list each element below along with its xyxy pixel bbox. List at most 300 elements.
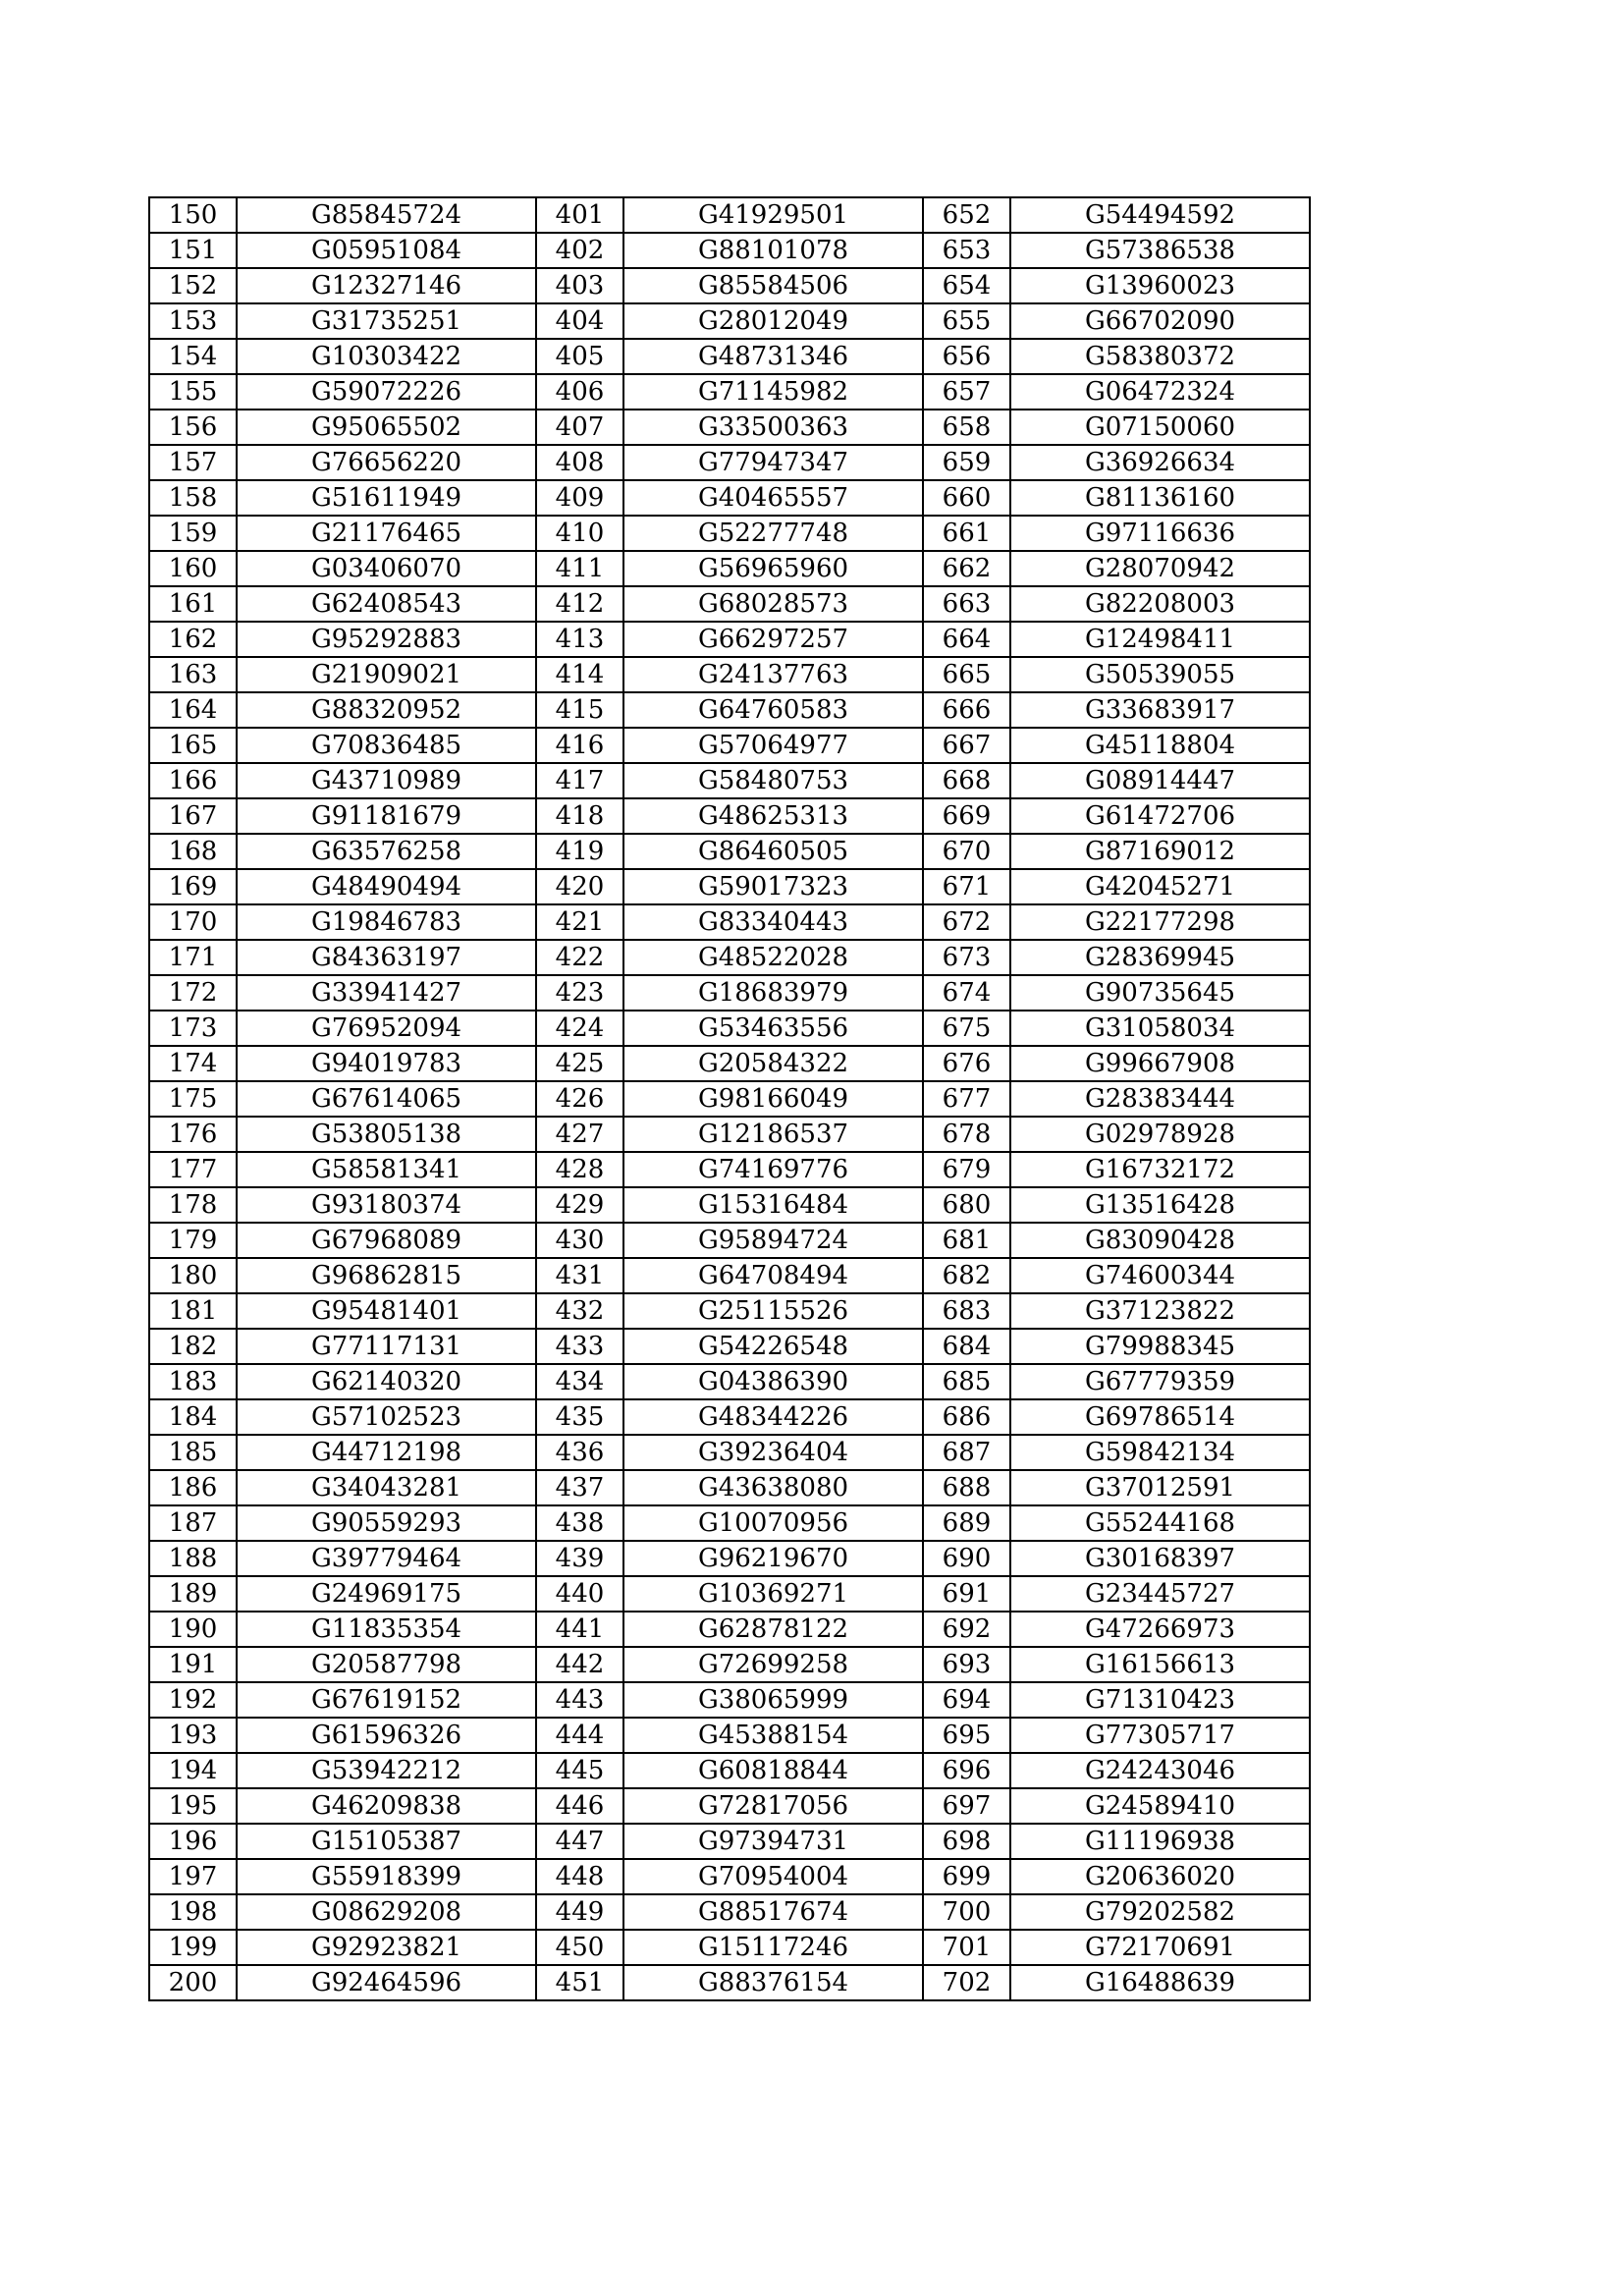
table-row bbox=[149, 657, 1310, 692]
code-cell: G77947347 bbox=[623, 445, 923, 480]
code-cell: G76656220 bbox=[237, 445, 536, 480]
code-cell: G23445727 bbox=[1010, 1576, 1310, 1612]
row-number-cell: 697 bbox=[923, 1788, 1010, 1824]
code-cell: G58581341 bbox=[237, 1152, 536, 1187]
code-cell: G43638080 bbox=[623, 1470, 923, 1505]
row-number-cell: 173 bbox=[149, 1011, 237, 1046]
code-cell: G10070956 bbox=[623, 1505, 923, 1541]
table-row bbox=[149, 1824, 1310, 1859]
code-cell: G37123822 bbox=[1010, 1293, 1310, 1329]
code-cell: G48731346 bbox=[623, 339, 923, 374]
row-number-cell: 423 bbox=[536, 975, 623, 1011]
code-cell: G28070942 bbox=[1010, 551, 1310, 586]
row-number-cell: 150 bbox=[149, 197, 237, 233]
code-cell: G45388154 bbox=[623, 1718, 923, 1753]
code-cell: G68028573 bbox=[623, 586, 923, 622]
row-number-cell: 175 bbox=[149, 1081, 237, 1117]
row-number-cell: 196 bbox=[149, 1824, 237, 1859]
row-number-cell: 694 bbox=[923, 1682, 1010, 1718]
table-row bbox=[149, 1682, 1310, 1718]
row-number-cell: 200 bbox=[149, 1965, 237, 2000]
row-number-cell: 154 bbox=[149, 339, 237, 374]
code-cell: G15117246 bbox=[623, 1930, 923, 1965]
row-number-cell: 169 bbox=[149, 869, 237, 904]
code-cell: G58480753 bbox=[623, 763, 923, 798]
table-row bbox=[149, 1399, 1310, 1435]
code-cell: G61472706 bbox=[1010, 798, 1310, 834]
code-cell: G88101078 bbox=[623, 233, 923, 268]
row-number-cell: 663 bbox=[923, 586, 1010, 622]
code-cell: G10369271 bbox=[623, 1576, 923, 1612]
row-number-cell: 672 bbox=[923, 904, 1010, 940]
code-cell: G20587798 bbox=[237, 1647, 536, 1682]
row-number-cell: 698 bbox=[923, 1824, 1010, 1859]
code-cell: G31058034 bbox=[1010, 1011, 1310, 1046]
row-number-cell: 695 bbox=[923, 1718, 1010, 1753]
table-row bbox=[149, 586, 1310, 622]
code-cell: G24243046 bbox=[1010, 1753, 1310, 1788]
row-number-cell: 421 bbox=[536, 904, 623, 940]
row-number-cell: 677 bbox=[923, 1081, 1010, 1117]
row-number-cell: 684 bbox=[923, 1329, 1010, 1364]
code-cell: G15316484 bbox=[623, 1187, 923, 1223]
code-cell: G33683917 bbox=[1010, 692, 1310, 728]
data-table bbox=[148, 196, 1311, 2001]
row-number-cell: 186 bbox=[149, 1470, 237, 1505]
code-cell: G58380372 bbox=[1010, 339, 1310, 374]
code-cell: G94019783 bbox=[237, 1046, 536, 1081]
row-number-cell: 674 bbox=[923, 975, 1010, 1011]
table-row bbox=[149, 940, 1310, 975]
table-row bbox=[149, 834, 1310, 869]
code-cell: G28369945 bbox=[1010, 940, 1310, 975]
code-cell: G90559293 bbox=[237, 1505, 536, 1541]
row-number-cell: 162 bbox=[149, 622, 237, 657]
code-cell: G59842134 bbox=[1010, 1435, 1310, 1470]
row-number-cell: 152 bbox=[149, 268, 237, 303]
row-number-cell: 442 bbox=[536, 1647, 623, 1682]
row-number-cell: 441 bbox=[536, 1612, 623, 1647]
row-number-cell: 432 bbox=[536, 1293, 623, 1329]
code-cell: G92923821 bbox=[237, 1930, 536, 1965]
row-number-cell: 185 bbox=[149, 1435, 237, 1470]
table-row bbox=[149, 622, 1310, 657]
row-number-cell: 678 bbox=[923, 1117, 1010, 1152]
code-cell: G74169776 bbox=[623, 1152, 923, 1187]
row-number-cell: 426 bbox=[536, 1081, 623, 1117]
table-row bbox=[149, 1505, 1310, 1541]
code-cell: G43710989 bbox=[237, 763, 536, 798]
table-row bbox=[149, 1223, 1310, 1258]
code-cell: G08914447 bbox=[1010, 763, 1310, 798]
row-number-cell: 671 bbox=[923, 869, 1010, 904]
code-cell: G06472324 bbox=[1010, 374, 1310, 410]
row-number-cell: 178 bbox=[149, 1187, 237, 1223]
row-number-cell: 680 bbox=[923, 1187, 1010, 1223]
row-number-cell: 657 bbox=[923, 374, 1010, 410]
row-number-cell: 662 bbox=[923, 551, 1010, 586]
row-number-cell: 161 bbox=[149, 586, 237, 622]
row-number-cell: 437 bbox=[536, 1470, 623, 1505]
row-number-cell: 669 bbox=[923, 798, 1010, 834]
table-row bbox=[149, 339, 1310, 374]
code-cell: G28012049 bbox=[623, 303, 923, 339]
code-cell: G59017323 bbox=[623, 869, 923, 904]
code-cell: G11835354 bbox=[237, 1612, 536, 1647]
row-number-cell: 676 bbox=[923, 1046, 1010, 1081]
code-cell: G24137763 bbox=[623, 657, 923, 692]
row-number-cell: 664 bbox=[923, 622, 1010, 657]
code-cell: G33941427 bbox=[237, 975, 536, 1011]
row-number-cell: 188 bbox=[149, 1541, 237, 1576]
table-row bbox=[149, 869, 1310, 904]
code-cell: G21909021 bbox=[237, 657, 536, 692]
row-number-cell: 195 bbox=[149, 1788, 237, 1824]
row-number-cell: 413 bbox=[536, 622, 623, 657]
row-number-cell: 654 bbox=[923, 268, 1010, 303]
row-number-cell: 430 bbox=[536, 1223, 623, 1258]
code-cell: G57102523 bbox=[237, 1399, 536, 1435]
row-number-cell: 652 bbox=[923, 197, 1010, 233]
code-cell: G77305717 bbox=[1010, 1718, 1310, 1753]
table-row bbox=[149, 1011, 1310, 1046]
table-row bbox=[149, 1647, 1310, 1682]
table-row bbox=[149, 1470, 1310, 1505]
code-cell: G70954004 bbox=[623, 1859, 923, 1894]
row-number-cell: 157 bbox=[149, 445, 237, 480]
code-cell: G57064977 bbox=[623, 728, 923, 763]
row-number-cell: 418 bbox=[536, 798, 623, 834]
row-number-cell: 681 bbox=[923, 1223, 1010, 1258]
row-number-cell: 194 bbox=[149, 1753, 237, 1788]
code-cell: G66702090 bbox=[1010, 303, 1310, 339]
row-number-cell: 412 bbox=[536, 586, 623, 622]
row-number-cell: 700 bbox=[923, 1894, 1010, 1930]
code-cell: G97394731 bbox=[623, 1824, 923, 1859]
row-number-cell: 440 bbox=[536, 1576, 623, 1612]
code-cell: G48344226 bbox=[623, 1399, 923, 1435]
row-number-cell: 689 bbox=[923, 1505, 1010, 1541]
table-body bbox=[149, 197, 1310, 2000]
row-number-cell: 673 bbox=[923, 940, 1010, 975]
row-number-cell: 163 bbox=[149, 657, 237, 692]
row-number-cell: 665 bbox=[923, 657, 1010, 692]
table-row bbox=[149, 1788, 1310, 1824]
row-number-cell: 165 bbox=[149, 728, 237, 763]
code-cell: G16156613 bbox=[1010, 1647, 1310, 1682]
code-cell: G03406070 bbox=[237, 551, 536, 586]
table-row bbox=[149, 798, 1310, 834]
code-cell: G21176465 bbox=[237, 516, 536, 551]
code-cell: G72170691 bbox=[1010, 1930, 1310, 1965]
code-cell: G02978928 bbox=[1010, 1117, 1310, 1152]
row-number-cell: 191 bbox=[149, 1647, 237, 1682]
code-cell: G85845724 bbox=[237, 197, 536, 233]
row-number-cell: 425 bbox=[536, 1046, 623, 1081]
row-number-cell: 449 bbox=[536, 1894, 623, 1930]
code-cell: G88517674 bbox=[623, 1894, 923, 1930]
row-number-cell: 402 bbox=[536, 233, 623, 268]
code-cell: G97116636 bbox=[1010, 516, 1310, 551]
row-number-cell: 159 bbox=[149, 516, 237, 551]
code-cell: G54226548 bbox=[623, 1329, 923, 1364]
row-number-cell: 699 bbox=[923, 1859, 1010, 1894]
row-number-cell: 691 bbox=[923, 1576, 1010, 1612]
code-cell: G79202582 bbox=[1010, 1894, 1310, 1930]
row-number-cell: 155 bbox=[149, 374, 237, 410]
row-number-cell: 183 bbox=[149, 1364, 237, 1399]
row-number-cell: 407 bbox=[536, 410, 623, 445]
code-cell: G50539055 bbox=[1010, 657, 1310, 692]
code-cell: G72817056 bbox=[623, 1788, 923, 1824]
code-cell: G48490494 bbox=[237, 869, 536, 904]
row-number-cell: 160 bbox=[149, 551, 237, 586]
code-cell: G74600344 bbox=[1010, 1258, 1310, 1293]
row-number-cell: 658 bbox=[923, 410, 1010, 445]
table-row bbox=[149, 1364, 1310, 1399]
row-number-cell: 172 bbox=[149, 975, 237, 1011]
code-cell: G95894724 bbox=[623, 1223, 923, 1258]
code-cell: G67614065 bbox=[237, 1081, 536, 1117]
code-cell: G83340443 bbox=[623, 904, 923, 940]
code-cell: G98166049 bbox=[623, 1081, 923, 1117]
row-number-cell: 687 bbox=[923, 1435, 1010, 1470]
code-cell: G54494592 bbox=[1010, 197, 1310, 233]
row-number-cell: 410 bbox=[536, 516, 623, 551]
row-number-cell: 414 bbox=[536, 657, 623, 692]
code-cell: G95065502 bbox=[237, 410, 536, 445]
code-cell: G55244168 bbox=[1010, 1505, 1310, 1541]
code-cell: G53463556 bbox=[623, 1011, 923, 1046]
row-number-cell: 696 bbox=[923, 1753, 1010, 1788]
row-number-cell: 192 bbox=[149, 1682, 237, 1718]
code-cell: G66297257 bbox=[623, 622, 923, 657]
row-number-cell: 436 bbox=[536, 1435, 623, 1470]
code-cell: G39236404 bbox=[623, 1435, 923, 1470]
table-row bbox=[149, 1859, 1310, 1894]
code-cell: G20636020 bbox=[1010, 1859, 1310, 1894]
table-row bbox=[149, 1046, 1310, 1081]
row-number-cell: 166 bbox=[149, 763, 237, 798]
code-cell: G22177298 bbox=[1010, 904, 1310, 940]
code-cell: G67619152 bbox=[237, 1682, 536, 1718]
row-number-cell: 167 bbox=[149, 798, 237, 834]
code-cell: G99667908 bbox=[1010, 1046, 1310, 1081]
code-cell: G60818844 bbox=[623, 1753, 923, 1788]
table-row bbox=[149, 1894, 1310, 1930]
row-number-cell: 170 bbox=[149, 904, 237, 940]
code-cell: G95292883 bbox=[237, 622, 536, 657]
row-number-cell: 701 bbox=[923, 1930, 1010, 1965]
row-number-cell: 690 bbox=[923, 1541, 1010, 1576]
row-number-cell: 686 bbox=[923, 1399, 1010, 1435]
code-cell: G46209838 bbox=[237, 1788, 536, 1824]
row-number-cell: 176 bbox=[149, 1117, 237, 1152]
code-cell: G42045271 bbox=[1010, 869, 1310, 904]
row-number-cell: 450 bbox=[536, 1930, 623, 1965]
code-cell: G67779359 bbox=[1010, 1364, 1310, 1399]
row-number-cell: 685 bbox=[923, 1364, 1010, 1399]
code-cell: G48522028 bbox=[623, 940, 923, 975]
row-number-cell: 171 bbox=[149, 940, 237, 975]
row-number-cell: 702 bbox=[923, 1965, 1010, 2000]
row-number-cell: 422 bbox=[536, 940, 623, 975]
row-number-cell: 429 bbox=[536, 1187, 623, 1223]
row-number-cell: 177 bbox=[149, 1152, 237, 1187]
row-number-cell: 682 bbox=[923, 1258, 1010, 1293]
code-cell: G76952094 bbox=[237, 1011, 536, 1046]
row-number-cell: 656 bbox=[923, 339, 1010, 374]
row-number-cell: 435 bbox=[536, 1399, 623, 1435]
row-number-cell: 660 bbox=[923, 480, 1010, 516]
row-number-cell: 153 bbox=[149, 303, 237, 339]
row-number-cell: 668 bbox=[923, 763, 1010, 798]
code-cell: G81136160 bbox=[1010, 480, 1310, 516]
row-number-cell: 653 bbox=[923, 233, 1010, 268]
code-cell: G95481401 bbox=[237, 1293, 536, 1329]
table-row bbox=[149, 303, 1310, 339]
code-cell: G39779464 bbox=[237, 1541, 536, 1576]
table-row bbox=[149, 1753, 1310, 1788]
code-cell: G64708494 bbox=[623, 1258, 923, 1293]
code-cell: G64760583 bbox=[623, 692, 923, 728]
code-cell: G28383444 bbox=[1010, 1081, 1310, 1117]
row-number-cell: 666 bbox=[923, 692, 1010, 728]
table-row bbox=[149, 197, 1310, 233]
row-number-cell: 401 bbox=[536, 197, 623, 233]
code-cell: G44712198 bbox=[237, 1435, 536, 1470]
code-cell: G63576258 bbox=[237, 834, 536, 869]
row-number-cell: 670 bbox=[923, 834, 1010, 869]
code-cell: G67968089 bbox=[237, 1223, 536, 1258]
code-cell: G16488639 bbox=[1010, 1965, 1310, 2000]
code-cell: G71310423 bbox=[1010, 1682, 1310, 1718]
table-row bbox=[149, 268, 1310, 303]
row-number-cell: 197 bbox=[149, 1859, 237, 1894]
row-number-cell: 164 bbox=[149, 692, 237, 728]
row-number-cell: 405 bbox=[536, 339, 623, 374]
row-number-cell: 415 bbox=[536, 692, 623, 728]
table-row bbox=[149, 445, 1310, 480]
code-cell: G96219670 bbox=[623, 1541, 923, 1576]
code-cell: G11196938 bbox=[1010, 1824, 1310, 1859]
row-number-cell: 416 bbox=[536, 728, 623, 763]
row-number-cell: 168 bbox=[149, 834, 237, 869]
table-row bbox=[149, 1258, 1310, 1293]
code-cell: G70836485 bbox=[237, 728, 536, 763]
row-number-cell: 667 bbox=[923, 728, 1010, 763]
row-number-cell: 408 bbox=[536, 445, 623, 480]
row-number-cell: 420 bbox=[536, 869, 623, 904]
row-number-cell: 189 bbox=[149, 1576, 237, 1612]
code-cell: G13960023 bbox=[1010, 268, 1310, 303]
code-cell: G25115526 bbox=[623, 1293, 923, 1329]
row-number-cell: 693 bbox=[923, 1647, 1010, 1682]
code-cell: G19846783 bbox=[237, 904, 536, 940]
code-cell: G62140320 bbox=[237, 1364, 536, 1399]
table-row bbox=[149, 516, 1310, 551]
table-row bbox=[149, 1329, 1310, 1364]
row-number-cell: 438 bbox=[536, 1505, 623, 1541]
row-number-cell: 156 bbox=[149, 410, 237, 445]
table-row bbox=[149, 692, 1310, 728]
code-cell: G93180374 bbox=[237, 1187, 536, 1223]
row-number-cell: 179 bbox=[149, 1223, 237, 1258]
table-row bbox=[149, 1612, 1310, 1647]
row-number-cell: 187 bbox=[149, 1505, 237, 1541]
row-number-cell: 659 bbox=[923, 445, 1010, 480]
code-cell: G37012591 bbox=[1010, 1470, 1310, 1505]
row-number-cell: 411 bbox=[536, 551, 623, 586]
code-cell: G07150060 bbox=[1010, 410, 1310, 445]
code-cell: G10303422 bbox=[237, 339, 536, 374]
code-cell: G96862815 bbox=[237, 1258, 536, 1293]
row-number-cell: 181 bbox=[149, 1293, 237, 1329]
table-row bbox=[149, 763, 1310, 798]
table-row bbox=[149, 728, 1310, 763]
code-cell: G53805138 bbox=[237, 1117, 536, 1152]
row-number-cell: 679 bbox=[923, 1152, 1010, 1187]
row-number-cell: 403 bbox=[536, 268, 623, 303]
table-row bbox=[149, 1081, 1310, 1117]
code-cell: G18683979 bbox=[623, 975, 923, 1011]
row-number-cell: 445 bbox=[536, 1753, 623, 1788]
code-cell: G62878122 bbox=[623, 1612, 923, 1647]
code-cell: G15105387 bbox=[237, 1824, 536, 1859]
table-row bbox=[149, 480, 1310, 516]
table-row bbox=[149, 1930, 1310, 1965]
code-cell: G24969175 bbox=[237, 1576, 536, 1612]
row-number-cell: 439 bbox=[536, 1541, 623, 1576]
table-row bbox=[149, 1965, 1310, 2000]
row-number-cell: 655 bbox=[923, 303, 1010, 339]
code-cell: G31735251 bbox=[237, 303, 536, 339]
row-number-cell: 419 bbox=[536, 834, 623, 869]
code-cell: G82208003 bbox=[1010, 586, 1310, 622]
code-cell: G45118804 bbox=[1010, 728, 1310, 763]
code-cell: G16732172 bbox=[1010, 1152, 1310, 1187]
row-number-cell: 692 bbox=[923, 1612, 1010, 1647]
row-number-cell: 184 bbox=[149, 1399, 237, 1435]
row-number-cell: 404 bbox=[536, 303, 623, 339]
code-cell: G55918399 bbox=[237, 1859, 536, 1894]
code-cell: G71145982 bbox=[623, 374, 923, 410]
row-number-cell: 198 bbox=[149, 1894, 237, 1930]
row-number-cell: 417 bbox=[536, 763, 623, 798]
code-cell: G34043281 bbox=[237, 1470, 536, 1505]
code-cell: G69786514 bbox=[1010, 1399, 1310, 1435]
table-row bbox=[149, 1152, 1310, 1187]
row-number-cell: 409 bbox=[536, 480, 623, 516]
code-cell: G12498411 bbox=[1010, 622, 1310, 657]
code-cell: G53942212 bbox=[237, 1753, 536, 1788]
row-number-cell: 688 bbox=[923, 1470, 1010, 1505]
table-row bbox=[149, 904, 1310, 940]
code-cell: G36926634 bbox=[1010, 445, 1310, 480]
row-number-cell: 174 bbox=[149, 1046, 237, 1081]
row-number-cell: 451 bbox=[536, 1965, 623, 2000]
code-cell: G24589410 bbox=[1010, 1788, 1310, 1824]
row-number-cell: 431 bbox=[536, 1258, 623, 1293]
code-cell: G51611949 bbox=[237, 480, 536, 516]
code-cell: G40465557 bbox=[623, 480, 923, 516]
code-cell: G91181679 bbox=[237, 798, 536, 834]
code-cell: G13516428 bbox=[1010, 1187, 1310, 1223]
code-cell: G88376154 bbox=[623, 1965, 923, 2000]
code-cell: G72699258 bbox=[623, 1647, 923, 1682]
code-cell: G04386390 bbox=[623, 1364, 923, 1399]
code-cell: G83090428 bbox=[1010, 1223, 1310, 1258]
